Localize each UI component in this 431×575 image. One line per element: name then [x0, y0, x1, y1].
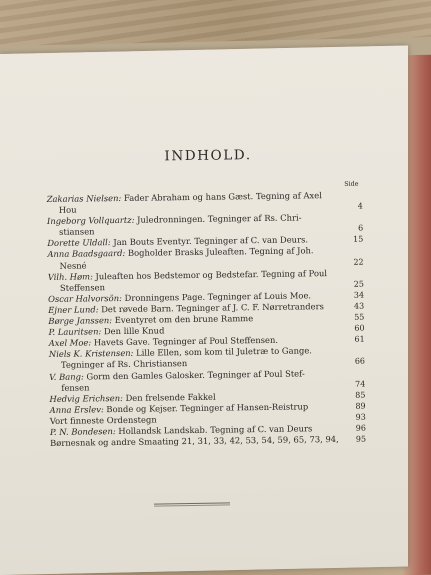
entry-page-number: 89 [355, 401, 366, 411]
entry-author: Ingeborg Vollquartz [46, 214, 132, 227]
entry-text: Børge Janssen: Eventyret om den brune Ramme [48, 313, 254, 327]
entry-text: Zakarias Nielsen: Fader Abraham og hans Gæst. Tegning af Axel [46, 190, 322, 204]
entry-page-number: 43 [353, 301, 365, 311]
entry-title: Lille Ellen, som kom til Juletræ to Gange. [136, 345, 313, 359]
entry-continuation-text: fensen [61, 382, 90, 393]
entry-author: Dorette Uldall [47, 237, 108, 249]
entry-continuation-text: Tegninger af Rs. Christiansen [60, 358, 188, 371]
entry-text: Oscar Halvorsön: Dronningens Page. Tegninger af Louis Moe. [48, 290, 312, 304]
entry-text: Ejner Lund: Det røvede Barn. Tegninger af J. C. F. Nørretranders [48, 301, 324, 315]
entry-title: Den frelsende Fakkel [125, 391, 216, 403]
entry-page-number: 4 [357, 201, 363, 211]
entry-author: V. Bang [49, 371, 82, 382]
entry-text: Vilh. Høm: Juleaften hos Bedstemor og Bedstefar. Tegning af Poul [47, 267, 328, 282]
entry-page-number: 15 [353, 234, 364, 245]
entry-author: Hedvig Erichsen [49, 392, 121, 404]
entry-page-number: 25 [353, 279, 364, 289]
entry-page-number: 60 [354, 323, 365, 333]
entry-author: Børge Janssen [48, 315, 110, 327]
entry-text: P. N. Bondesen: Hollandsk Landskab. Tegning af C. van Deurs [49, 423, 313, 437]
entry-title: Børnesnak og andre Smaating 21, 31, 33, 42, 53, 54, 59, 65, 73, 94, [50, 434, 339, 449]
entry-text: Anna Baadsgaard: Bogholder Brasks Juleaften. Tegning af Joh. [47, 245, 314, 260]
entry-text: P. Lauritsen: Den lille Knud [48, 325, 165, 338]
entry-author: P. N. Bondesen [49, 426, 113, 437]
entry-title: Gorm den Gamles Galosker. Tegninger af Poul Stef- [86, 367, 305, 381]
entry-page-number: 61 [354, 334, 365, 344]
entry-continuation-text: Nesné [59, 260, 87, 271]
entry-author: Vilh. Høm [47, 271, 91, 282]
entry-title: Havets Gave. Tegninger af Poul Steffensen. [93, 334, 279, 348]
entry-title: Fader Abraham og hans Gæst. Tegning af Axel [123, 190, 322, 203]
entry-title: Det røvede Barn. Tegninger af J. C. F. Nørretranders [101, 301, 324, 315]
entry-text: Anna Erslev: Bonde og Kejser. Tegninger af Hansen-Reistrup [49, 401, 309, 415]
entry-text: Axel Moe: Havets Gave. Tegninger af Poul Steffensen. [48, 334, 279, 349]
entry-page-number: 95 [355, 434, 367, 444]
entry-author: Zakarias Nielsen [46, 192, 119, 204]
entry-author: Anna Erslev [49, 404, 101, 415]
entry-page-number: 85 [355, 390, 366, 400]
entry-title: Vort finneste Ordenstegn [49, 414, 157, 426]
entry-title: Bonde og Kejser. Tegninger af Hansen-Reistrup [106, 401, 309, 414]
entry-page-number: 96 [355, 423, 366, 433]
entry-title: Hollandsk Landskab. Tegning af C. van Deurs [118, 423, 313, 436]
entry-text: Niels K. Kristensen: Lille Ellen, som kom til Juletræ to Gange. [48, 345, 313, 360]
entry-text: Ingeborg Vollquartz: Juledronningen. Tegninger af Rs. Chri- [46, 212, 302, 227]
entry-title: Dronningens Page. Tegninger af Louis Moe. [124, 290, 312, 303]
entry-title: Bogholder Brasks Juleaften. Tegning af Joh. [127, 245, 314, 259]
entry-author: P. Lauritsen [48, 326, 99, 338]
entry-page-number: 22 [353, 257, 364, 267]
entry-text: V. Bang: Gorm den Gamles Galosker. Tegninger af Poul Stef- [49, 367, 305, 382]
entry-title: Juledronningen. Tegninger af Rs. Chri- [137, 212, 302, 225]
side-column-label: Side [344, 179, 359, 188]
entry-author: Oscar Halvorsön [48, 292, 120, 304]
entry-page-number: 74 [355, 379, 366, 389]
contents-list [47, 190, 367, 450]
entry-title: Den lille Knud [103, 325, 165, 337]
entry-page-number: 93 [355, 412, 366, 422]
entry-author: Axel Moe [48, 337, 89, 349]
table-of-contents [46, 146, 366, 450]
entry-title: Eventyret om den brune Ramme [114, 313, 254, 326]
entry-page-number: 34 [353, 290, 365, 300]
entry-author: Niels K. Kristensen [48, 348, 131, 360]
entry-continuation-text: stiansen [59, 226, 95, 238]
entry-title: Jan Bouts Eventyr. Tegninger af C. van Deurs. [113, 234, 309, 248]
entry-page-number: 55 [354, 312, 365, 322]
entry-page-number: 6 [357, 223, 364, 233]
entry-page-number: 66 [354, 356, 366, 367]
page-title: INDHOLD. [164, 147, 252, 165]
entry-author: Ejner Lund [48, 304, 96, 315]
entry-title: Juleaften hos Bedstemor og Bedstefar. Tegning af Poul [95, 267, 328, 281]
entry-text: Dorette Uldall: Jan Bouts Eventyr. Tegninger af C. van Deurs. [47, 234, 309, 249]
entry-text: Hedvig Erichsen: Den frelsende Fakkel [49, 391, 216, 404]
entry-author: Anna Baadsgaard [47, 248, 123, 260]
entry-continuation-text: Steffensen [59, 281, 106, 293]
entry-continuation-text: Hou [58, 204, 77, 215]
